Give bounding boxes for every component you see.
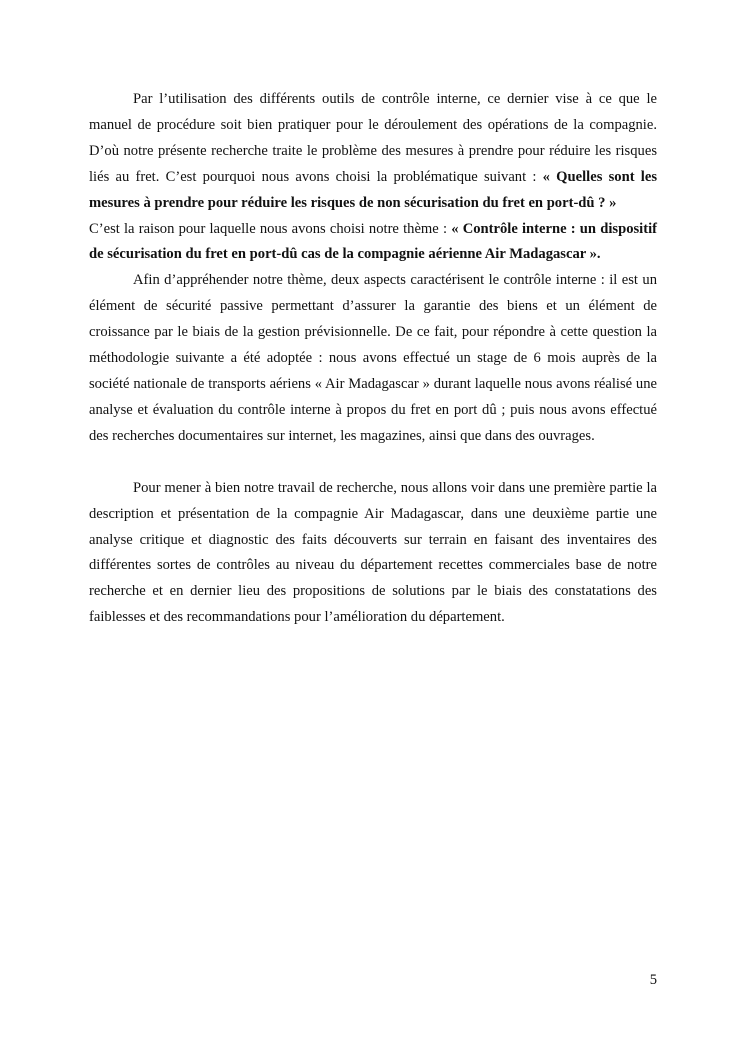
page-body: [89, 87, 657, 631]
methodology-paragraph: Afin d’appréhender notre thème, deux aspects caractérisent le contrôle interne : il est un élément de sécurité passive permettant d’assurer la garantie des biens et un élément de croissance par le biais de la gestion prévisionnelle. De ce fait, pour répondre à cette question la méthodologie suivante a été adoptée : nous avons effectué un stage de 6 mois auprès de la société nationale de transports aériens « Air Madagascar » durant laquelle nous avons réalisé une analyse et évaluation du contrôle interne à propos du fret en port dû ; puis nous avons effectué des recherches documentaires sur internet, les magazines, ainsi que dans des ouvrages.: [89, 272, 657, 444]
paragraph-spacer: [89, 450, 657, 476]
theme-paragraph: [89, 217, 657, 269]
research-question: « Quelles sont les mesures à prendre pour réduire les risques de non sécurisation du fret en port-dû ? »: [89, 168, 658, 211]
page-number: 5: [649, 972, 657, 988]
theme-intro-text: C’est la raison pour laquelle nous avons choisi notre thème :: [89, 220, 452, 237]
theme-title: « Contrôle interne : un dispositif de sécurisation du fret en port-dû cas de la compagnie aérienne Air Madagascar ».: [89, 220, 658, 263]
intro-paragraph: [89, 87, 657, 217]
intro-text: Par l’utilisation des différents outils de contrôle interne, ce dernier vise à ce que le manuel de procédure soit bien pratiquer pour le déroulement des opérations de la compagnie. D’où notre présente recherche traite le problème des mesures à prendre pour réduire les risques liés au fret. C’est pourquoi nous avons choisi la problématique suivant :: [89, 91, 657, 185]
plan-paragraph: Pour mener à bien notre travail de recherche, nous allons voir dans une première partie la description et présentation de la compagnie Air Madagascar, dans une deuxième partie une analyse critique et diagnostic des faits découverts sur terrain en faisant des inventaires des différentes sortes de contrôles au niveau du département recettes commerciales base de notre recherche et en dernier lieu des propositions de solutions par le biais des constatations des faiblesses et des recommandations pour l’amélioration du département.: [89, 479, 657, 626]
